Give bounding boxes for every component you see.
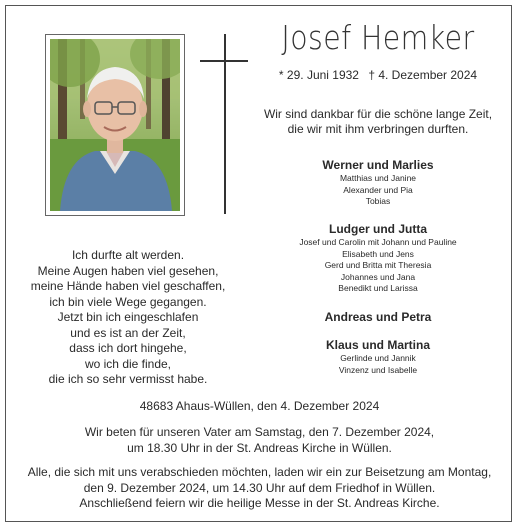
prayer-notice xyxy=(10,425,509,456)
poem-line: wo ich die finde, xyxy=(84,356,172,371)
thanks-line: Wir sind dankbar für die schöne lange Zeit, xyxy=(263,107,493,121)
family-member: Gerlinde und Jannik xyxy=(340,353,416,363)
family-head: Ludger und Jutta xyxy=(329,222,427,236)
death-date: † 4. Dezember 2024 xyxy=(368,68,478,82)
prayer-line: Wir beten für unseren Vater am Samstag, den 7. Dezember 2024, xyxy=(84,425,435,439)
poem-line: ich bin viele Wege gegangen. xyxy=(49,294,207,309)
family-member: Benedikt und Larissa xyxy=(338,283,418,293)
family-member: Josef und Carolin mit Johann und Pauline xyxy=(299,237,457,247)
family-member: Vinzenz und Isabelle xyxy=(338,364,418,375)
poem-line: und es ist an der Zeit, xyxy=(70,325,186,340)
family-member: Johannes und Jana xyxy=(340,271,416,282)
poem-line: Ich durfte alt werden. xyxy=(71,248,185,262)
family-group xyxy=(258,221,498,295)
place-date xyxy=(10,399,509,415)
poem-line: Jetzt bin ich eingeschlafen xyxy=(57,310,199,324)
cross-symbol-bar xyxy=(200,60,248,62)
family-member: Alexander und Pia xyxy=(343,184,413,195)
family-member: Gerd und Britta mit Theresia xyxy=(324,260,432,270)
poem-line: meine Hände haben viel geschaffen, xyxy=(30,279,226,293)
family-group xyxy=(258,337,498,376)
funeral-notice xyxy=(10,465,509,512)
family-head: Klaus und Martina xyxy=(325,338,430,352)
portrait-frame xyxy=(45,34,185,216)
place-date-line: 48683 Ahaus-Wüllen, den 4. Dezember 2024 xyxy=(139,399,380,413)
birth-date: * 29. Juni 1932 xyxy=(278,68,359,82)
family-head: Werner und Marlies xyxy=(322,158,434,172)
prayer-line: um 18.30 Uhr in der St. Andreas Kirche in Wüllen. xyxy=(127,440,392,455)
funeral-line: den 9. Dezember 2024, um 14.30 Uhr auf dem Friedhof in Wüllen. xyxy=(83,480,436,495)
family-group xyxy=(258,309,498,325)
family-head: Andreas und Petra xyxy=(324,310,432,324)
funeral-line: Anschließend feiern wir die heilige Messe in der St. Andreas Kirche. xyxy=(79,496,440,510)
thanks-text xyxy=(258,107,498,137)
funeral-line: Alle, die sich mit uns verabschieden möchten, laden wir ein zur Beisetzung am Montag, xyxy=(27,465,492,479)
deceased-name: Josef Hemker xyxy=(281,18,475,57)
family-group xyxy=(258,157,498,208)
family-member: Matthias und Janine xyxy=(339,173,417,183)
poem-line: Meine Augen haben viel gesehen, xyxy=(37,263,219,278)
portrait-photo xyxy=(50,39,180,211)
family-member: Tobias xyxy=(365,196,391,206)
thanks-line: die wir mit ihm verbringen durften. xyxy=(287,122,469,136)
family-member: Elisabeth und Jens xyxy=(342,248,414,259)
poem xyxy=(28,248,228,388)
life-dates xyxy=(258,68,498,82)
poem-line: die ich so sehr vermisst habe. xyxy=(48,372,208,386)
poem-line: dass ich dort hingehe, xyxy=(69,341,187,355)
